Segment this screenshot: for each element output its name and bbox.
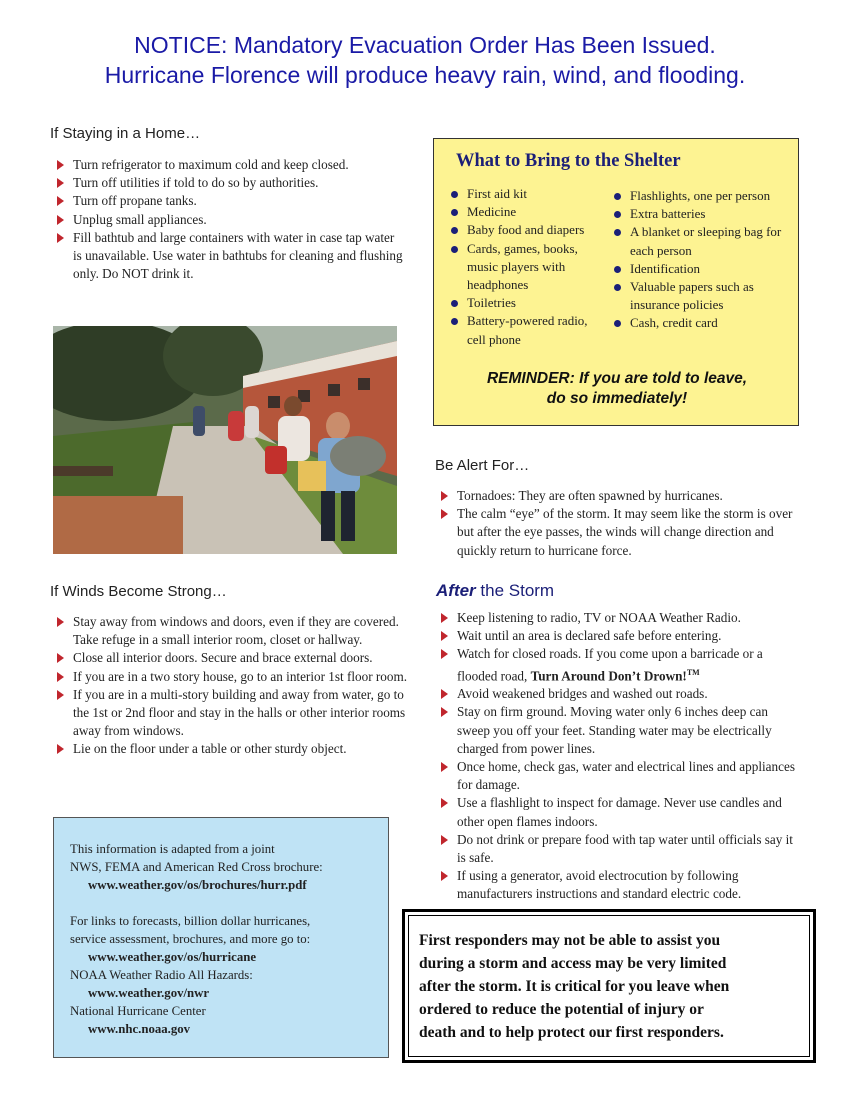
bullet-dot-icon — [614, 284, 621, 291]
list-item: Medicine — [449, 203, 604, 221]
info-text: NWS, FEMA and American Red Cross brochure: — [70, 860, 323, 874]
bullet-arrow-icon — [441, 835, 448, 845]
list-item: Turn refrigerator to maximum cold and keep closed. — [53, 156, 403, 174]
info-text: NOAA Weather Radio All Hazards: — [70, 968, 253, 982]
list-item: Use a flashlight to inspect for damage. Never use candles and other open flames indoors. — [437, 794, 799, 830]
list-item: The calm “eye” of the storm. It may seem like the storm is over but after the eye passes, the winds will change direction and quickly return to hurricane force. — [437, 505, 799, 560]
nwr-link[interactable]: www.weather.gov/nwr — [88, 986, 210, 1000]
be-alert-heading: Be Alert For… — [435, 457, 530, 474]
bullet-arrow-icon — [441, 689, 448, 699]
winds-heading: If Winds Become Strong… — [50, 583, 227, 600]
bullet-arrow-icon — [441, 631, 448, 641]
list-item: Turn off propane tanks. — [53, 192, 403, 210]
bullet-arrow-icon — [57, 690, 64, 700]
after-storm-heading-em: After — [436, 581, 476, 600]
shelter-box — [433, 138, 799, 426]
bullet-dot-icon — [614, 266, 621, 273]
notice-header — [0, 30, 850, 90]
list-item: Cash, credit card — [612, 314, 782, 332]
list-item: Fill bathtub and large containers with water in case tap water is unavailable. Use water in bathtubs for cleaning and flushing only. Do NOT drink it. — [53, 229, 403, 284]
bullet-arrow-icon — [57, 196, 64, 206]
list-item: Do not drink or prepare food with tap water until officials say it is safe. — [437, 831, 799, 867]
info-text: service assessment, brochures, and more go to: — [70, 932, 311, 946]
list-item: Baby food and diapers — [449, 221, 604, 239]
list-item: A blanket or sleeping bag for each person — [612, 223, 782, 259]
list-item: If you are in a two story house, go to an interior 1st floor room. — [53, 668, 411, 686]
bullet-arrow-icon — [57, 160, 64, 170]
bullet-dot-icon — [451, 191, 458, 198]
reminder-line-1: REMINDER: If you are told to leave, — [486, 370, 748, 387]
after-storm-heading — [436, 581, 554, 601]
list-item: First aid kit — [449, 185, 604, 203]
notice-line-1: NOTICE: Mandatory Evacuation Order Has Been Issued. — [134, 32, 716, 58]
bullet-dot-icon — [451, 246, 458, 253]
list-item: Unplug small appliances. — [53, 211, 403, 229]
bullet-arrow-icon — [441, 509, 448, 519]
warning-text — [408, 915, 810, 1057]
bullet-arrow-icon — [57, 233, 64, 243]
bullet-dot-icon — [614, 193, 621, 200]
bullet-arrow-icon — [441, 491, 448, 501]
after-storm-list — [437, 609, 799, 904]
shelter-list-col2 — [612, 187, 782, 333]
bullet-arrow-icon — [57, 215, 64, 225]
warning-line: First responders may not be able to assist you — [419, 932, 721, 949]
list-item: Toiletries — [449, 294, 604, 312]
list-item: Keep listening to radio, TV or NOAA Weather Radio. — [437, 609, 799, 627]
bullet-arrow-icon — [441, 798, 448, 808]
bullet-dot-icon — [451, 227, 458, 234]
hurricane-link[interactable]: www.weather.gov/os/hurricane — [88, 950, 257, 964]
after-storm-heading-rest: the Storm — [475, 581, 555, 600]
list-item: Flashlights, one per person — [612, 187, 782, 205]
shelter-reminder — [434, 369, 800, 409]
bullet-dot-icon — [614, 211, 621, 218]
bullet-arrow-icon — [57, 178, 64, 188]
list-item: Cards, games, books, music players with headphones — [449, 240, 604, 295]
shelter-title: What to Bring to the Shelter — [456, 151, 681, 171]
list-item: Identification — [612, 260, 782, 278]
staying-home-heading: If Staying in a Home… — [50, 125, 201, 142]
bullet-dot-icon — [451, 318, 458, 325]
list-item: Watch for closed roads. If you come upon a barricade or a flooded road, Turn Around Don’t Drown!™ — [437, 645, 799, 685]
bullet-arrow-icon — [441, 871, 448, 881]
bullet-arrow-icon — [441, 762, 448, 772]
info-text: This information is adapted from a joint — [70, 842, 275, 856]
list-item: Battery-powered radio, cell phone — [449, 312, 604, 348]
bullet-arrow-icon — [57, 653, 64, 663]
info-text: National Hurricane Center — [70, 1004, 206, 1018]
bullet-dot-icon — [451, 300, 458, 307]
bullet-arrow-icon — [441, 649, 448, 659]
list-item: Tornadoes: They are often spawned by hurricanes. — [437, 487, 799, 505]
list-item: Valuable papers such as insurance policies — [612, 278, 782, 314]
bullet-arrow-icon — [57, 744, 64, 754]
first-responders-warning-box — [402, 909, 816, 1063]
bullet-arrow-icon — [441, 707, 448, 717]
info-text: For links to forecasts, billion dollar hurricanes, — [70, 914, 311, 928]
warning-line: during a storm and access may be very limited — [419, 955, 727, 972]
staying-home-list — [53, 156, 403, 283]
bullet-dot-icon — [614, 320, 621, 327]
bullet-arrow-icon — [57, 672, 64, 682]
winds-list — [53, 613, 411, 759]
list-item: Lie on the floor under a table or other sturdy object. — [53, 740, 411, 758]
notice-line-2: Hurricane Florence will produce heavy rain, wind, and flooding. — [104, 62, 746, 88]
list-item: Stay away from windows and doors, even if they are covered. Take refuge in a small interior room, closet or hallway. — [53, 613, 411, 649]
trademark-mark: TM — [686, 667, 700, 677]
evacuation-photo-illustration — [53, 326, 397, 554]
evacuation-photo — [53, 326, 397, 554]
warning-line: after the storm. It is critical for you leave when — [419, 978, 730, 995]
list-item: Avoid weakened bridges and washed out roads. — [437, 685, 799, 703]
warning-line: ordered to reduce the potential of injury or — [419, 1001, 704, 1018]
warning-line: death and to help protect our first responders. — [419, 1024, 724, 1041]
nhc-link[interactable]: www.nhc.noaa.gov — [88, 1022, 191, 1036]
list-item: If you are in a multi-story building and away from water, go to the 1st or 2nd floor and stay in the halls or other interior rooms away from windows. — [53, 686, 411, 741]
reminder-line-2: do so immediately! — [546, 390, 688, 407]
bullet-arrow-icon — [57, 617, 64, 627]
list-item: Close all interior doors. Secure and brace external doors. — [53, 649, 411, 667]
list-item: Extra batteries — [612, 205, 782, 223]
shelter-list-col1 — [449, 185, 604, 349]
list-item: Wait until an area is declared safe before entering. — [437, 627, 799, 645]
brochure-link[interactable]: www.weather.gov/os/brochures/hurr.pdf — [88, 878, 307, 892]
bullet-dot-icon — [451, 209, 458, 216]
turn-around-slogan: Turn Around Don’t Drown! — [530, 668, 687, 683]
be-alert-list — [437, 487, 799, 560]
list-item: Once home, check gas, water and electrical lines and appliances for damage. — [437, 758, 799, 794]
info-box — [53, 817, 389, 1058]
list-item: Stay on firm ground. Moving water only 6 inches deep can sweep you off your feet. Standing water may be electrically charged from power lines. — [437, 703, 799, 758]
bullet-arrow-icon — [441, 613, 448, 623]
bullet-dot-icon — [614, 229, 621, 236]
list-item: Turn off utilities if told to do so by authorities. — [53, 174, 403, 192]
list-item: If using a generator, avoid electrocution by following manufacturers instructions and standard electric code. — [437, 867, 799, 903]
